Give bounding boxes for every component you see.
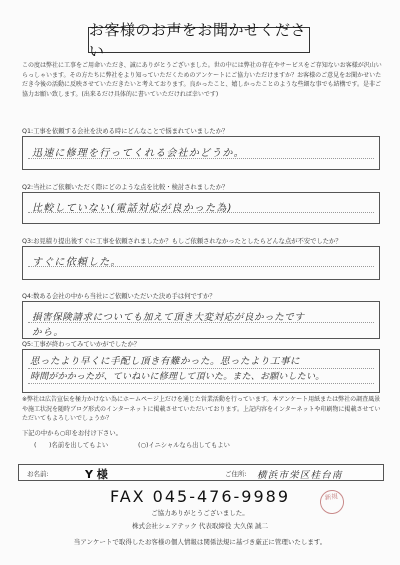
privacy-text: 当アンケートで取得したお客様の個人情報は関係法規に基づき厳正に管理いたします。 <box>73 538 327 546</box>
option-initials[interactable] <box>138 440 230 449</box>
name-value: Y 様 <box>85 468 108 481</box>
question-4-label: Q4:数ある会社の中から当社にご依頼いただいた決め手は何ですか？ <box>22 293 216 300</box>
option-full-name-label: 名前を出してもよい <box>51 442 109 449</box>
option-full-name-mark: ( ) <box>34 442 52 449</box>
customer-info-box <box>18 464 384 481</box>
question-3-label: Q3:お見積り提出後すぐに工事を依頼されましたか？もしご依頼されなかったとしたらどんな点が不安でしたか？ <box>22 238 342 245</box>
question-5-label: Q5:工事が終わってみていかがでしたか？ <box>22 341 141 348</box>
question-4-answer: 損害保険請求についても加えて頂き大変対応が良かったです <box>32 312 305 323</box>
option-initials-label: イニシャルなら出してもよい <box>148 442 230 449</box>
address-label: ご住所: <box>225 470 247 478</box>
company-name: 株式会社シェアテック 代表取締役 大久保 誠二 <box>131 522 269 530</box>
thanks-text: ご協力ありがとうございました。 <box>151 509 249 517</box>
option-initials-mark: (○) <box>138 442 149 449</box>
page-title: お客様のお声をお聞かせください <box>88 27 310 53</box>
question-1-answer: 迅速に修理を行ってくれる会社かどうか。 <box>32 148 245 159</box>
option-full-name[interactable] <box>34 440 108 449</box>
question-5-answer: 思ったより早くに手配し頂き有難かった。思ったより工事に <box>30 356 301 367</box>
received-stamp: 新規 <box>318 488 345 515</box>
question-2-label: Q2:当社にご依頼いただく際にどのような点を比較・検討されましたか？ <box>22 184 229 191</box>
question-3-answer: すぐに依頼した。 <box>32 257 122 268</box>
question-2-answer: 比較していない(電話対応が良かった為) <box>32 203 233 214</box>
fax-number: FAX 045-476-9989 <box>109 487 291 506</box>
name-label: お名前: <box>27 470 49 478</box>
publication-note: ※弊社は広告宣伝を極力かけない為にホームページ上だけを通じた営業活動を行っています。本アンケート用紙または弊社の調査風景や施工状況を随時ブログ形式のインターネットに掲載させていただいております。上記内容をインターネットや印刷物に掲載させていただいてもよろしいでしょうか？ <box>22 396 381 423</box>
address-value: 横浜市栄区桂台南 <box>257 470 343 481</box>
question-5-answer-line-2: 時間がかかったが、ていねいに修理して頂いた。また、お願いしたい。 <box>30 372 325 382</box>
question-4-answer-line-2: から。 <box>32 327 65 338</box>
question-5-rule-2 <box>28 383 374 384</box>
question-1-label: Q1:工事を依頼する会社を決める時にどんなことで悩まれていましたか？ <box>22 128 229 135</box>
select-prompt: 下記の中から○印をお付け下さい。 <box>22 430 122 437</box>
intro-text: この度は弊社に工事をご用命いただき、誠にありがとうございました。世の中には弊社の存在やサービスをご存知ないお客様が沢山いらっしゃいます。その方たちに弊社をより知っていただくためのアンケートにご協力いただけますか？お客様のご意見をお聞かせいただき今後の活動に反映させていただきたいと考えております。良かったこと、嬉しかったことのような些細な事でも結構です。是非ご協力お願い致します。(出来るだけ具体的に書いていただければ幸いです) <box>22 62 382 98</box>
